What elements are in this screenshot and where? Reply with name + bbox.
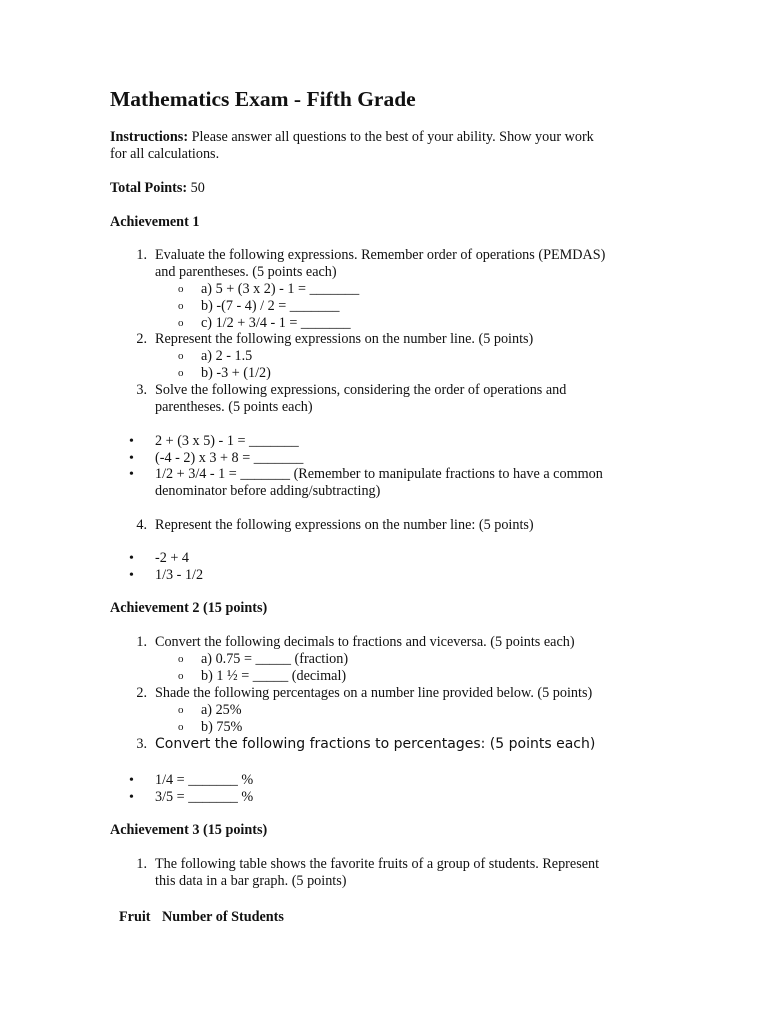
a3-q1-text-2: this data in a bar graph. (5 points)	[155, 873, 347, 889]
total-points-label: Total Points:	[110, 180, 188, 196]
instructions-line1	[110, 129, 594, 146]
bullet-dot: •	[129, 551, 134, 566]
a3-q1-number: 1.	[136, 856, 147, 872]
instructions-label: Instructions:	[110, 129, 189, 145]
a2-q1-item-b: b) 1 ½ = _____ (decimal)	[201, 668, 347, 684]
bullet-dot: •	[129, 451, 134, 466]
a1-bullet-3-cont: denominator before adding/subtracting)	[155, 483, 381, 499]
page-title: Mathematics Exam - Fifth Grade	[110, 87, 416, 111]
a1-q3-text-2: parentheses. (5 points each)	[155, 399, 313, 415]
a2-q2-item-b: b) 75%	[201, 719, 243, 735]
a1-q2-number: 2.	[136, 331, 147, 347]
circle-bullet: o	[178, 670, 184, 682]
total-points-value: 50	[190, 180, 205, 196]
a1-bullet-3: 1/2 + 3/4 - 1 = _______ (Remember to manipulate fractions to have a common	[155, 466, 603, 482]
instructions-text-2: for all calculations.	[110, 146, 220, 162]
a1-q4-number: 4.	[136, 517, 147, 533]
a1-bullet-1: 2 + (3 x 5) - 1 = _______	[155, 433, 299, 449]
a2-q1-number: 1.	[136, 634, 147, 650]
achievement3-heading: Achievement 3 (15 points)	[110, 822, 268, 838]
a2-q2-text: Shade the following percentages on a number line provided below. (5 points)	[155, 685, 593, 701]
circle-bullet: o	[178, 704, 184, 716]
achievement2-heading: Achievement 2 (15 points)	[110, 600, 268, 616]
a2-bullet-1: 1/4 = _______ %	[155, 772, 254, 788]
total-points	[110, 180, 205, 197]
a2-q3-number: 3.	[136, 736, 147, 752]
a2-q1-item-a: a) 0.75 = _____ (fraction)	[201, 651, 349, 667]
bullet-dot: •	[129, 467, 134, 482]
a1-q3-number: 3.	[136, 382, 147, 398]
a2-q2-item-a: a) 25%	[201, 702, 242, 718]
a2-q1-text: Convert the following decimals to fractions and viceversa. (5 points each)	[155, 634, 575, 650]
a1-q1-text-2: and parentheses. (5 points each)	[155, 264, 337, 280]
achievement1-heading: Achievement 1	[110, 214, 200, 230]
bullet-dot: •	[129, 790, 134, 805]
instructions-text-1: Please answer all questions to the best of your ability. Show your work	[191, 129, 594, 145]
circle-bullet: o	[178, 367, 184, 379]
circle-bullet: o	[178, 317, 184, 329]
a1-q1-item-c: c) 1/2 + 3/4 - 1 = _______	[201, 315, 351, 331]
a1-bullet2-2: 1/3 - 1/2	[155, 567, 204, 583]
a1-q4-text: Represent the following expressions on the number line: (5 points)	[155, 517, 534, 533]
table-header-fruit: Fruit	[119, 909, 151, 925]
circle-bullet: o	[178, 653, 184, 665]
circle-bullet: o	[178, 350, 184, 362]
a1-q1-item-b: b) -(7 - 4) / 2 = _______	[201, 298, 340, 314]
a1-q3-text-1: Solve the following expressions, considering the order of operations and	[155, 382, 567, 398]
table-header-students: Number of Students	[162, 909, 284, 925]
bullet-dot: •	[129, 773, 134, 788]
a1-q1-number: 1.	[136, 247, 147, 263]
a1-q1-item-a: a) 5 + (3 x 2) - 1 = _______	[201, 281, 360, 297]
a1-q1-text-1: Evaluate the following expressions. Remember order of operations (PEMDAS)	[155, 247, 606, 263]
a2-q3-text: Convert the following fractions to percentages: (5 points each)	[155, 736, 596, 752]
a2-q2-number: 2.	[136, 685, 147, 701]
a1-bullet2-1: -2 + 4	[155, 550, 190, 566]
a1-bullet-2: (-4 - 2) x 3 + 8 = _______	[155, 450, 304, 466]
a1-q2-item-b: b) -3 + (1/2)	[201, 365, 271, 381]
bullet-dot: •	[129, 568, 134, 583]
a1-q2-item-a: a) 2 - 1.5	[201, 348, 253, 364]
bullet-dot: •	[129, 434, 134, 449]
a3-q1-text-1: The following table shows the favorite fruits of a group of students. Represent	[155, 856, 600, 872]
circle-bullet: o	[178, 300, 184, 312]
a1-q2-text: Represent the following expressions on the number line. (5 points)	[155, 331, 534, 347]
circle-bullet: o	[178, 721, 184, 733]
circle-bullet: o	[178, 283, 184, 295]
a2-bullet-2: 3/5 = _______ %	[155, 789, 254, 805]
